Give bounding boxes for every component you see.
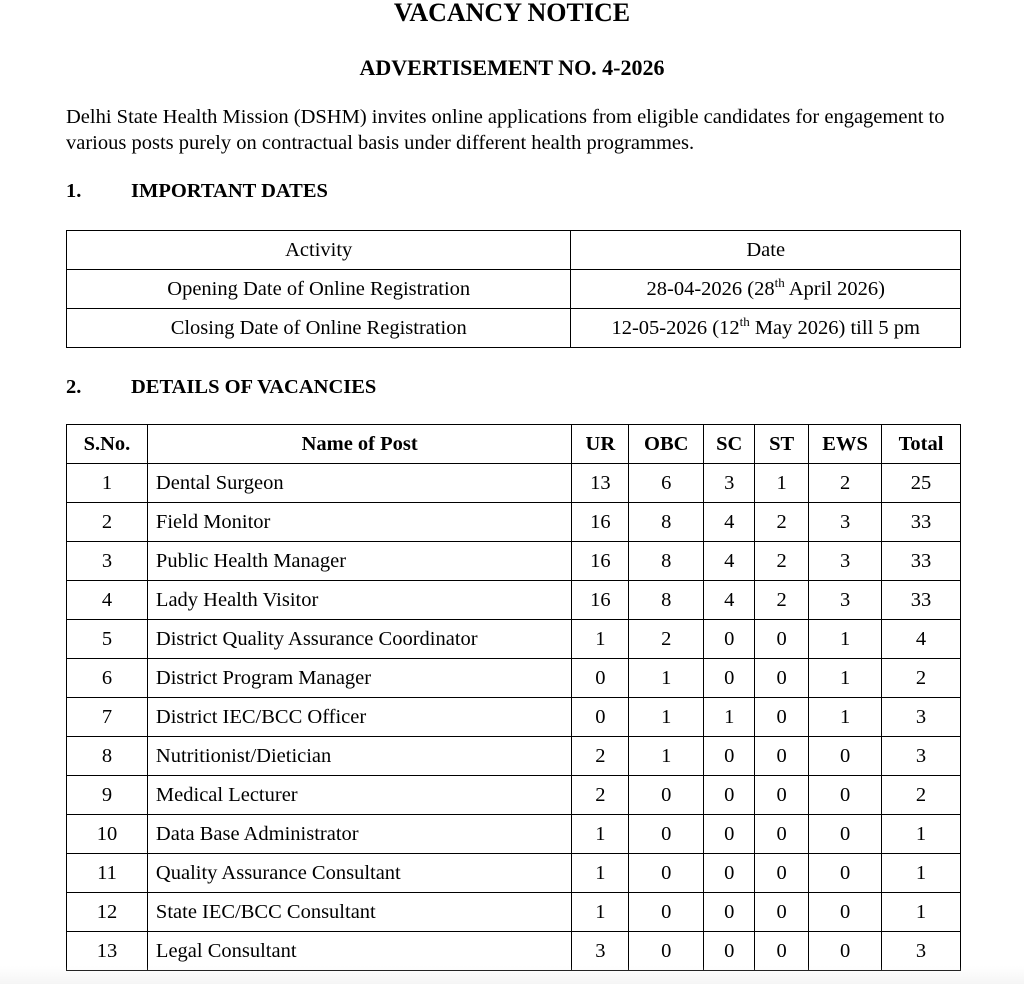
sc-cell: 4	[704, 542, 755, 581]
table-row	[67, 309, 961, 348]
ur-cell: 13	[572, 464, 629, 503]
ur-cell: 1	[572, 854, 629, 893]
ews-cell: 1	[809, 620, 882, 659]
total-cell: 1	[882, 854, 961, 893]
ur-cell: 1	[572, 620, 629, 659]
post-name-cell: District Program Manager	[147, 659, 571, 698]
sno-cell: 7	[67, 698, 148, 737]
st-cell: 1	[755, 464, 809, 503]
table-row	[67, 776, 961, 815]
ews-cell: 0	[809, 893, 882, 932]
date-cell	[571, 309, 961, 348]
header-post-name: Name of Post	[147, 425, 571, 464]
st-cell: 0	[755, 620, 809, 659]
section-number: 2.	[66, 376, 82, 398]
date-cell	[571, 270, 961, 309]
total-cell: 4	[882, 620, 961, 659]
sc-cell: 0	[704, 776, 755, 815]
table-row	[67, 270, 961, 309]
ews-cell: 2	[809, 464, 882, 503]
sno-cell: 6	[67, 659, 148, 698]
date-text: April 2026)	[784, 277, 885, 300]
header-ews: EWS	[809, 425, 882, 464]
table-row	[67, 932, 961, 971]
post-name-cell: District IEC/BCC Officer	[147, 698, 571, 737]
post-name-cell: Quality Assurance Consultant	[147, 854, 571, 893]
date-ordinal: th	[739, 313, 750, 329]
ur-cell: 1	[572, 893, 629, 932]
obc-cell: 0	[629, 932, 704, 971]
section-important-dates-heading	[66, 180, 328, 203]
activity-cell: Closing Date of Online Registration	[67, 309, 571, 348]
st-cell: 0	[755, 854, 809, 893]
section-title: IMPORTANT DATES	[131, 180, 328, 202]
obc-cell: 6	[629, 464, 704, 503]
page-title: VACANCY NOTICE	[393, 0, 631, 27]
sc-cell: 3	[704, 464, 755, 503]
sc-cell: 0	[704, 659, 755, 698]
table-row	[67, 815, 961, 854]
sno-cell: 1	[67, 464, 148, 503]
table-row	[67, 581, 961, 620]
post-name-cell: District Quality Assurance Coordinator	[147, 620, 571, 659]
sc-cell: 0	[704, 815, 755, 854]
st-cell: 0	[755, 815, 809, 854]
post-name-cell: Dental Surgeon	[147, 464, 571, 503]
section-vacancies-heading	[66, 376, 376, 399]
important-dates-table	[66, 230, 961, 348]
total-cell: 3	[882, 932, 961, 971]
header-st: ST	[755, 425, 809, 464]
header-total: Total	[882, 425, 961, 464]
date-text: 28-04-2026 (28	[646, 277, 775, 300]
st-cell: 2	[755, 581, 809, 620]
header-obc: OBC	[629, 425, 704, 464]
ews-cell: 3	[809, 503, 882, 542]
post-name-cell: Legal Consultant	[147, 932, 571, 971]
ews-cell: 0	[809, 815, 882, 854]
st-cell: 0	[755, 698, 809, 737]
table-row	[67, 542, 961, 581]
obc-cell: 0	[629, 776, 704, 815]
section-number: 1.	[66, 180, 82, 202]
header-sno: S.No.	[67, 425, 148, 464]
obc-cell: 8	[629, 503, 704, 542]
date-text: 12-05-2026 (12	[611, 316, 740, 339]
section-title: DETAILS OF VACANCIES	[131, 376, 377, 398]
st-cell: 0	[755, 659, 809, 698]
post-name-cell: Field Monitor	[147, 503, 571, 542]
sno-cell: 13	[67, 932, 148, 971]
sno-cell: 3	[67, 542, 148, 581]
ur-cell: 16	[572, 542, 629, 581]
obc-cell: 8	[629, 542, 704, 581]
table-row	[67, 659, 961, 698]
obc-cell: 1	[629, 659, 704, 698]
sc-cell: 0	[704, 620, 755, 659]
sno-cell: 4	[67, 581, 148, 620]
ur-cell: 16	[572, 503, 629, 542]
ews-cell: 0	[809, 932, 882, 971]
st-cell: 2	[755, 542, 809, 581]
sc-cell: 4	[704, 503, 755, 542]
st-cell: 0	[755, 893, 809, 932]
total-cell: 25	[882, 464, 961, 503]
total-cell: 33	[882, 542, 961, 581]
intro-paragraph: Delhi State Health Mission (DSHM) invites online applications from eligible candidates for engagement to various posts purely on contractual basis under different health programmes.	[66, 106, 945, 154]
ur-cell: 16	[572, 581, 629, 620]
st-cell: 0	[755, 737, 809, 776]
table-header-row	[67, 231, 961, 270]
post-name-cell: Data Base Administrator	[147, 815, 571, 854]
total-cell: 2	[882, 659, 961, 698]
sc-cell: 4	[704, 581, 755, 620]
ews-cell: 3	[809, 542, 882, 581]
total-cell: 1	[882, 815, 961, 854]
header-ur: UR	[572, 425, 629, 464]
table-row	[67, 464, 961, 503]
sno-cell: 12	[67, 893, 148, 932]
table-row	[67, 893, 961, 932]
total-cell: 1	[882, 893, 961, 932]
ews-cell: 0	[809, 776, 882, 815]
obc-cell: 0	[629, 854, 704, 893]
ews-cell: 3	[809, 581, 882, 620]
post-name-cell: Nutritionist/Dietician	[147, 737, 571, 776]
sno-cell: 8	[67, 737, 148, 776]
header-date: Date	[571, 231, 961, 270]
sc-cell: 0	[704, 932, 755, 971]
vacancies-table	[66, 424, 961, 971]
ur-cell: 1	[572, 815, 629, 854]
table-header-row	[67, 425, 961, 464]
date-ordinal: th	[774, 274, 785, 290]
ews-cell: 1	[809, 698, 882, 737]
table-row	[67, 698, 961, 737]
ur-cell: 0	[572, 698, 629, 737]
ur-cell: 0	[572, 659, 629, 698]
st-cell: 2	[755, 503, 809, 542]
date-text: May 2026) till 5 pm	[749, 316, 920, 339]
obc-cell: 8	[629, 581, 704, 620]
total-cell: 33	[882, 503, 961, 542]
sno-cell: 5	[67, 620, 148, 659]
sno-cell: 11	[67, 854, 148, 893]
obc-cell: 0	[629, 815, 704, 854]
advertisement-number: ADVERTISEMENT NO. 4-2026	[359, 55, 665, 80]
total-cell: 3	[882, 737, 961, 776]
obc-cell: 2	[629, 620, 704, 659]
obc-cell: 0	[629, 893, 704, 932]
activity-cell: Opening Date of Online Registration	[67, 270, 571, 309]
table-row	[67, 737, 961, 776]
ur-cell: 3	[572, 932, 629, 971]
header-sc: SC	[704, 425, 755, 464]
post-name-cell: State IEC/BCC Consultant	[147, 893, 571, 932]
ur-cell: 2	[572, 737, 629, 776]
sno-cell: 9	[67, 776, 148, 815]
ews-cell: 0	[809, 854, 882, 893]
post-name-cell: Public Health Manager	[147, 542, 571, 581]
sc-cell: 0	[704, 893, 755, 932]
obc-cell: 1	[629, 737, 704, 776]
sno-cell: 10	[67, 815, 148, 854]
st-cell: 0	[755, 932, 809, 971]
post-name-cell: Medical Lecturer	[147, 776, 571, 815]
table-row	[67, 854, 961, 893]
ews-cell: 0	[809, 737, 882, 776]
header-activity: Activity	[67, 231, 571, 270]
table-row	[67, 503, 961, 542]
sno-cell: 2	[67, 503, 148, 542]
ur-cell: 2	[572, 776, 629, 815]
obc-cell: 1	[629, 698, 704, 737]
sc-cell: 1	[704, 698, 755, 737]
sc-cell: 0	[704, 737, 755, 776]
sc-cell: 0	[704, 854, 755, 893]
total-cell: 33	[882, 581, 961, 620]
ews-cell: 1	[809, 659, 882, 698]
post-name-cell: Lady Health Visitor	[147, 581, 571, 620]
total-cell: 3	[882, 698, 961, 737]
table-row	[67, 620, 961, 659]
total-cell: 2	[882, 776, 961, 815]
st-cell: 0	[755, 776, 809, 815]
